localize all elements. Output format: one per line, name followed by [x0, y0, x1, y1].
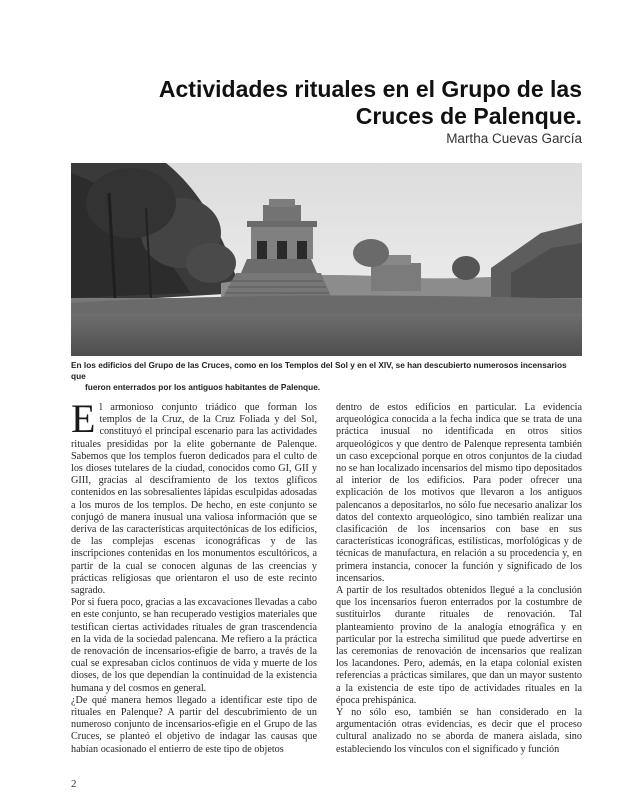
body-paragraph-3: ¿De qué manera hemos llegado a identificar este tipo de rituales en Palenque? A partir del descubrimiento de un numeroso conjunto de incensarios-efigie en el Grupo de las Cruces, se planteó el objetivo de indagar las causas que habían ocasionado el entierro de este tipo de objetos [71, 694, 317, 755]
article-title-line-2: Cruces de Palenque. [355, 103, 582, 129]
body-paragraph-5: A partir de los resultados obtenidos llegué a la conclusión que los incensarios fueron enterrados por la costumbre de sustituirlos durante rituales de renovación. Tal planteamiento provino de la analogía etnográfica y en particular por la estrecha similitud que puede advertirse en las ceremonias de renovación de incensarios que realizan los lacandones. Pero, además, en la etapa colonial existen referencias a prácticas similares, que dan un mayor sustento a la existencia de este tipo de actividades rituales en la época prehispánica. [336, 585, 582, 706]
photo-caption-line-2: fueron enterrados por los antiguos habitantes de Palenque. [85, 382, 321, 392]
body-paragraph-1-text: l armonioso conjunto triádico que forman los templos de la Cruz, de la Cruz Foliada y del Sol, constituyó el principal escenario para las actividades rituales presididas por la elite gobernante de Palenque. Sabemos que los templos fueron dedicados para el culto de los dioses tutelares de la ciudad, conocidos como GI, GII y GIII, gracias al desciframiento de los textos glíficos contenidos en las sobresalientes lápidas esculpidas adosadas a los muros de los templos. De hecho, en este conjunto se conjugó de manera inusual una valiosa información que se deriva de las características arquitectónicas de los edificios, de las complejas escenas iconográficas y de las inscripciones contenidas en los monumentos escultóricos, a partir de la cual se conocen algunas de las creencias y prácticas religiosas que orientaron el uso de este recinto sagrado. [71, 402, 317, 597]
left-text-column [71, 396, 317, 756]
photo-caption [71, 360, 582, 393]
article-author: Martha Cuevas García [446, 131, 582, 146]
body-paragraph-4: dentro de estos edificios en particular. La evidencia arqueológica conocida a la fecha indica que se trata de una práctica inusual no identificada en otros sitios arqueológicos y que dentro de Palenque representa también un caso excepcional porque en otros conjuntos de la ciudad no se han localizado incensarios del mismo tipo depositados al interior de los edificios. Para poder ofrecer una explicación de los motivos que llevaron a los antiguos palencanos a depositarlos, no sólo fue necesario analizar los datos del contexto arqueológico, sino también realizar una clasificación de los incensarios con base en sus características iconográficas, estilísticas, morfológicas y de técnicas de manufactura, en relación a su procedencia y, en primera instancia, conocer la función y significado de los incensarios. [336, 402, 582, 584]
body-paragraph-6: Y no sólo eso, también se han considerado en la argumentación otras evidencias, es decir que el proceso cultural analizado no se aborda de manera aislada, sino estableciendo los vínculos con el significado y función [336, 707, 582, 755]
page-number: 2 [71, 778, 77, 790]
body-paragraph-1 [71, 396, 317, 597]
drop-cap: E [71, 396, 96, 441]
temple-photo [71, 163, 582, 356]
right-text-column [336, 402, 582, 756]
article-title [120, 76, 582, 130]
body-paragraph-2: Por si fuera poco, gracias a las excavaciones llevadas a cabo en este conjunto, se han recuperado vestigios materiales que testifican ciertas actividades rituales de gran trascendencia en la vida de la sociedad palencana. Me refiero a la práctica de renovación de incensarios-efigie de barro, a través de la cual se expresaban ciclos continuos de vida y muerte de los dioses, de los que dependían la continuidad de la existencia humana y del cosmos en general. [71, 597, 317, 694]
photo-caption-line-1: En los edificios del Grupo de las Cruces, como en los Templos del Sol y en el XIV, se han descubierto numerosos incensarios que [71, 360, 567, 381]
article-title-line-1: Actividades rituales en el Grupo de las [158, 76, 582, 102]
temple-photo-image [71, 163, 582, 356]
